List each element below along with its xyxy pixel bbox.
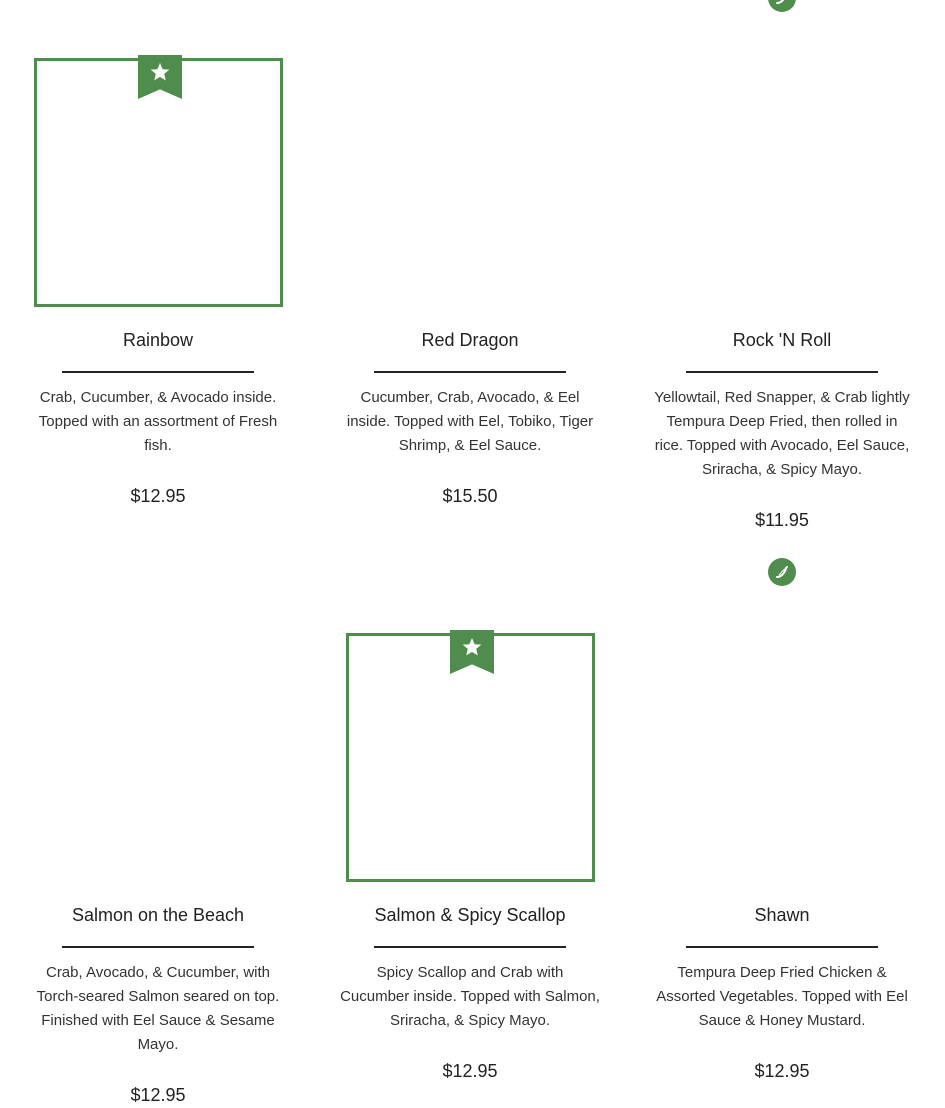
item-name[interactable]: Shawn [754, 905, 810, 925]
item-price: $12.95 [130, 1085, 186, 1105]
divider [62, 946, 254, 948]
chili-pepper-icon [774, 564, 790, 580]
item-name[interactable]: Salmon on the Beach [71, 905, 245, 925]
item-price: $12.95 [754, 1061, 810, 1081]
star-icon [150, 62, 170, 82]
item-image-frame[interactable] [34, 58, 283, 307]
spicy-indicator-partial [768, 0, 796, 12]
divider [374, 371, 566, 373]
item-description: Yellowtail, Red Snapper, & Crab lightly Tempura Deep Fried, then rolled in rice. Topped with Avocado, Eel Sauce, Sriracha, & Spicy Mayo. [654, 389, 910, 478]
item-description: Spicy Scallop and Crab with Cucumber inside. Topped with Salmon, Sriracha, & Spicy Mayo. [340, 964, 600, 1029]
item-name[interactable]: Rainbow [122, 330, 194, 350]
item-name[interactable]: Rock 'N Roll [732, 330, 832, 350]
divider [686, 946, 878, 948]
item-price: $11.95 [755, 510, 809, 530]
divider [374, 946, 566, 948]
item-name[interactable]: Salmon & Spicy Scallop [374, 905, 566, 925]
item-price: $12.95 [442, 1061, 498, 1081]
item-name[interactable]: Red Dragon [421, 330, 519, 350]
featured-badge [138, 55, 182, 99]
chili-pepper-icon [774, 0, 790, 6]
item-price: $15.50 [442, 486, 498, 506]
spicy-indicator [768, 558, 796, 586]
item-image-frame[interactable] [346, 633, 595, 882]
item-description: Crab, Avocado, & Cucumber, with Torch-seared Salmon seared on top. Finished with Eel Sauce & Sesame Mayo. [36, 964, 280, 1053]
item-price: $12.95 [130, 486, 186, 506]
divider [686, 371, 878, 373]
divider [62, 371, 254, 373]
item-description: Cucumber, Crab, Avocado, & Eel inside. Topped with Eel, Tobiko, Tiger Shrimp, & Eel Sauce. [346, 389, 594, 454]
featured-badge [450, 630, 494, 674]
star-icon [462, 637, 482, 657]
item-description: Tempura Deep Fried Chicken & Assorted Vegetables. Topped with Eel Sauce & Honey Mustard. [656, 964, 908, 1029]
item-description: Crab, Cucumber, & Avocado inside. Topped with an assortment of Fresh fish. [38, 389, 278, 454]
